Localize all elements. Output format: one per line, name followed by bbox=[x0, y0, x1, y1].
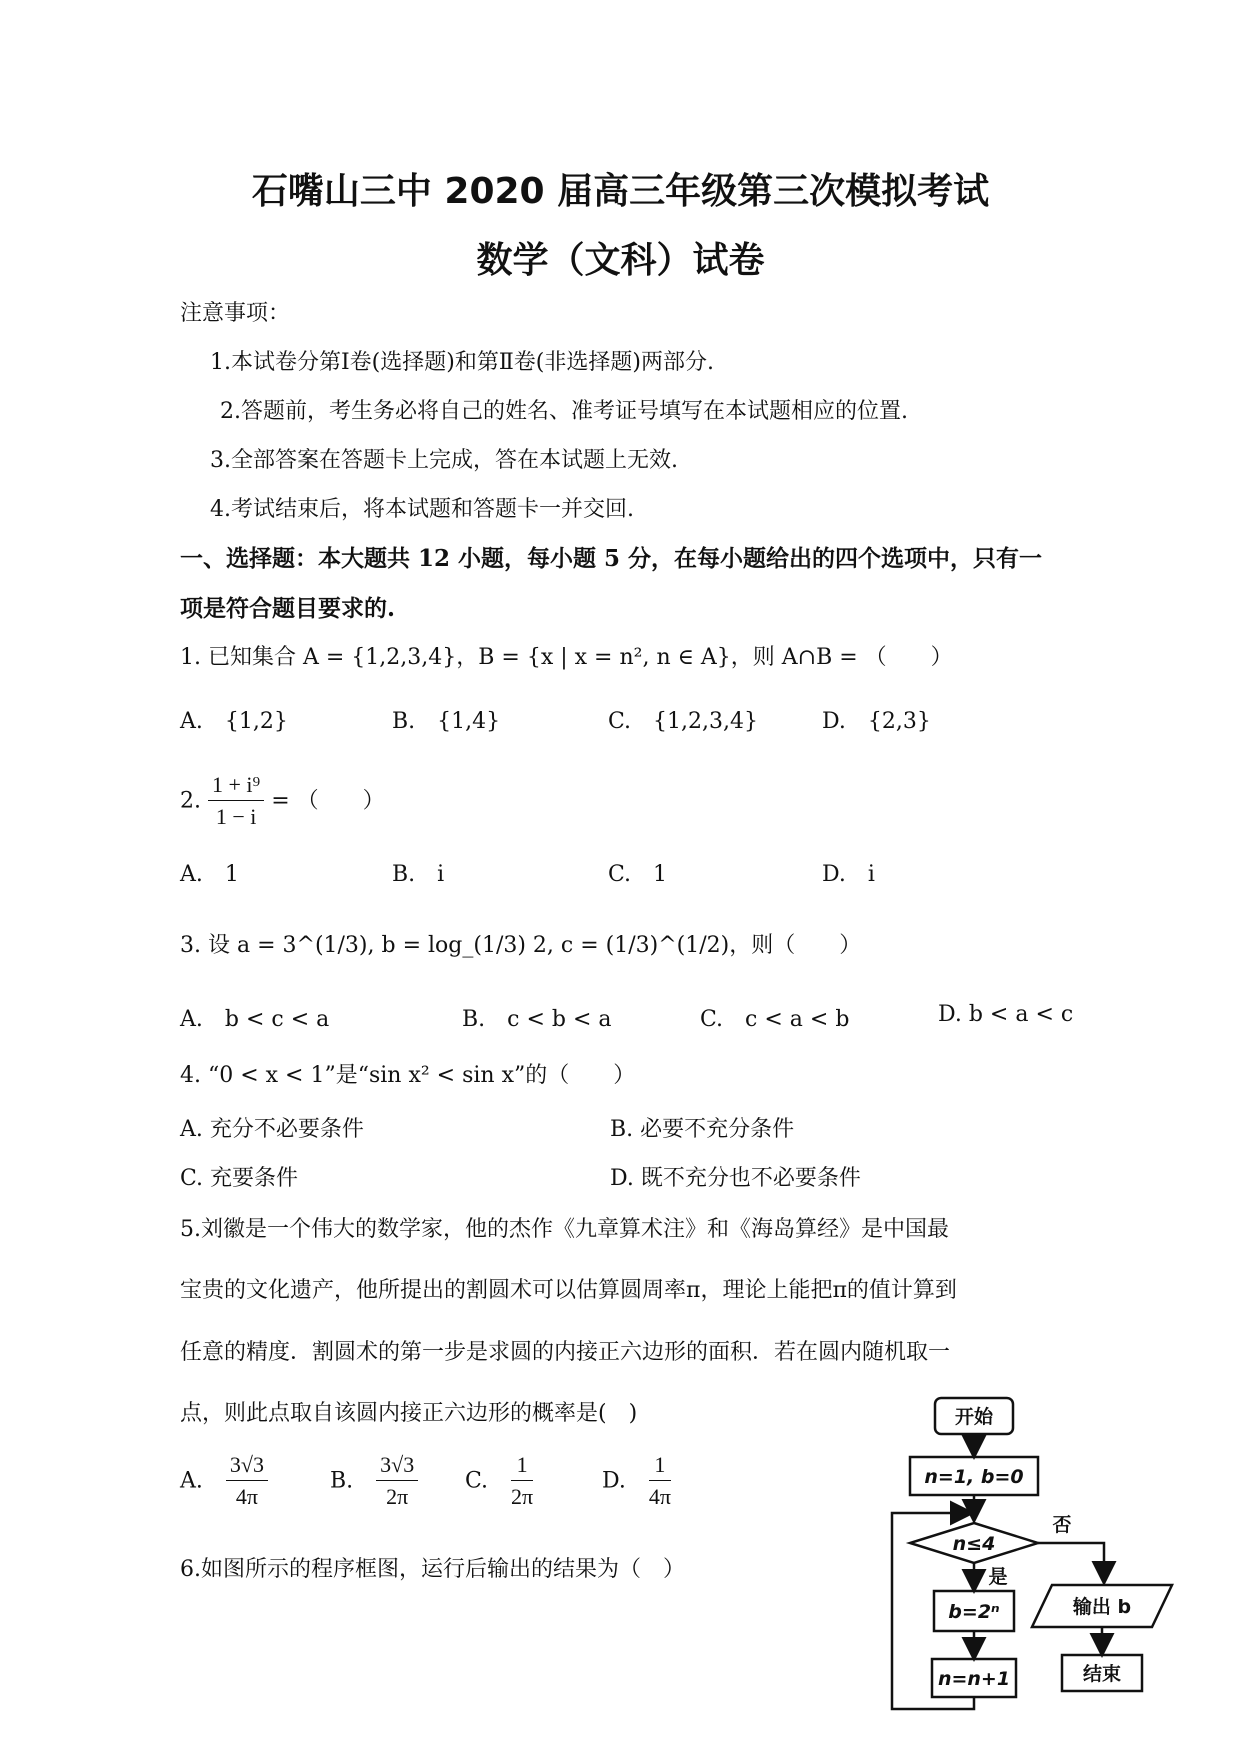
question-5-option-b-den: 2π bbox=[386, 1484, 409, 1509]
question-5-option-a-num: 3√3 bbox=[226, 1450, 268, 1481]
question-5-option-d-num: 1 bbox=[649, 1450, 671, 1481]
question-3-option-a: A. b < c < a bbox=[180, 1007, 330, 1032]
question-2-option-c: C. 1 bbox=[608, 862, 668, 887]
question-5-option-d-label: D. bbox=[602, 1468, 626, 1494]
question-5-option-a-den: 4π bbox=[235, 1484, 258, 1509]
flow-end-label: 结束 bbox=[1082, 1663, 1122, 1685]
exam-subtitle: 数学（文科）试卷 bbox=[476, 240, 765, 281]
question-2-denominator: 1 − i bbox=[215, 804, 257, 829]
notice-item-1: 1.本试卷分第Ⅰ卷(选择题)和第Ⅱ卷(非选择题)两部分. bbox=[210, 350, 714, 375]
flow-start-label: 开始 bbox=[954, 1406, 994, 1428]
question-4-option-c: C. 充要条件 bbox=[180, 1166, 299, 1191]
question-1-option-a: A. {1,2} bbox=[180, 709, 288, 734]
question-5-line-1: 5.刘徽是一个伟大的数学家，他的杰作《九章算术注》和《海岛算经》是中国最 bbox=[180, 1217, 949, 1242]
question-5-line-4: 点，则此点取自该圆内接正六边形的概率是( ) bbox=[180, 1401, 638, 1426]
question-5-line-3: 任意的精度．割圆术的第一步是求圆的内接正六边形的面积．若在圆内随机取一 bbox=[180, 1340, 951, 1365]
question-5-option-b bbox=[330, 1450, 418, 1513]
question-5-option-c-den: 2π bbox=[511, 1484, 534, 1509]
question-2-stem bbox=[180, 770, 385, 833]
question-1-stem: 1. 已知集合 A = {1,2,3,4}，B = {x | x = n², n ∈ A}，则 A∩B = （ ） bbox=[180, 645, 953, 670]
question-5-option-c-num: 1 bbox=[511, 1450, 533, 1481]
question-2-tail: = （ ） bbox=[271, 788, 385, 814]
exam-title: 石嘴山三中 2020 届高三年级第三次模拟考试 bbox=[251, 171, 990, 212]
question-2-numerator: 1 + i⁹ bbox=[208, 770, 264, 801]
question-4-option-b: B. 必要不充分条件 bbox=[610, 1117, 795, 1142]
question-1-option-b: B. {1,4} bbox=[392, 709, 501, 734]
question-5-option-c bbox=[465, 1450, 533, 1513]
section-heading-line1: 一、选择题：本大题共 12 小题，每小题 5 分，在每小题给出的四个选项中，只有一 bbox=[180, 545, 1043, 572]
question-5-option-a bbox=[180, 1450, 268, 1513]
question-5-option-b-num: 3√3 bbox=[376, 1450, 418, 1481]
question-5-option-d-fraction bbox=[649, 1450, 671, 1513]
flow-condition-label: n≤4 bbox=[952, 1533, 996, 1555]
program-flowchart bbox=[880, 1395, 1190, 1715]
question-5-option-c-fraction bbox=[511, 1450, 533, 1513]
flow-init-label: n=1, b=0 bbox=[924, 1466, 1024, 1488]
notice-item-3: 3.全部答案在答题卡上完成，答在本试题上无效. bbox=[210, 448, 678, 473]
question-5-option-a-label: A. bbox=[180, 1468, 203, 1494]
notice-item-2: 2.答题前，考生务必将自己的姓名、准考证号填写在本试题相应的位置. bbox=[220, 399, 908, 424]
question-3-stem: 3. 设 a = 3^(1/3), b = log_(1/3) 2, c = (1/3)^(1/2)，则（ ） bbox=[180, 933, 862, 958]
flow-output-label: 输出 b bbox=[1072, 1596, 1132, 1618]
question-5-option-b-fraction bbox=[376, 1450, 418, 1513]
question-1-option-d: D. {2,3} bbox=[822, 709, 931, 734]
question-2-number: 2. bbox=[180, 788, 201, 814]
question-2-option-d: D. i bbox=[822, 862, 875, 887]
question-2-fraction bbox=[208, 770, 264, 833]
question-3-option-d: D. b < a < c bbox=[938, 1002, 1074, 1027]
question-3-option-b: B. c < b < a bbox=[462, 1007, 612, 1032]
section-heading-line2: 项是符合题目要求的. bbox=[180, 595, 396, 622]
notice-item-4: 4.考试结束后，将本试题和答题卡一并交回. bbox=[210, 497, 634, 522]
question-5-option-b-label: B. bbox=[330, 1468, 354, 1494]
question-1-option-c: C. {1,2,3,4} bbox=[608, 709, 759, 734]
question-6-stem: 6.如图所示的程序框图，运行后输出的结果为（ ） bbox=[180, 1557, 685, 1582]
question-4-option-a: A. 充分不必要条件 bbox=[180, 1117, 364, 1142]
question-5-option-d bbox=[602, 1450, 671, 1513]
flow-increment-label: n=n+1 bbox=[937, 1668, 1011, 1690]
flow-no-label: 否 bbox=[1052, 1514, 1072, 1536]
question-3-option-c: C. c < a < b bbox=[700, 1007, 850, 1032]
question-4-stem: 4. “0 < x < 1”是“sin x² < sin x”的（ ） bbox=[180, 1063, 636, 1088]
question-2-option-a: A. 1 bbox=[180, 862, 239, 887]
question-5-option-a-fraction bbox=[226, 1450, 268, 1513]
flow-yes-label: 是 bbox=[988, 1566, 1008, 1588]
question-5-line-2: 宝贵的文化遗产，他所提出的割圆术可以估算圆周率π，理论上能把π的值计算到 bbox=[180, 1278, 957, 1303]
question-2-option-b: B. i bbox=[392, 862, 445, 887]
question-5-option-d-den: 4π bbox=[648, 1484, 671, 1509]
question-4-option-d: D. 既不充分也不必要条件 bbox=[610, 1166, 861, 1191]
flow-no-arrow bbox=[1038, 1543, 1104, 1581]
notice-heading: 注意事项： bbox=[180, 301, 291, 326]
question-5-option-c-label: C. bbox=[465, 1468, 489, 1494]
flow-assign-label: b=2ⁿ bbox=[948, 1601, 1000, 1623]
